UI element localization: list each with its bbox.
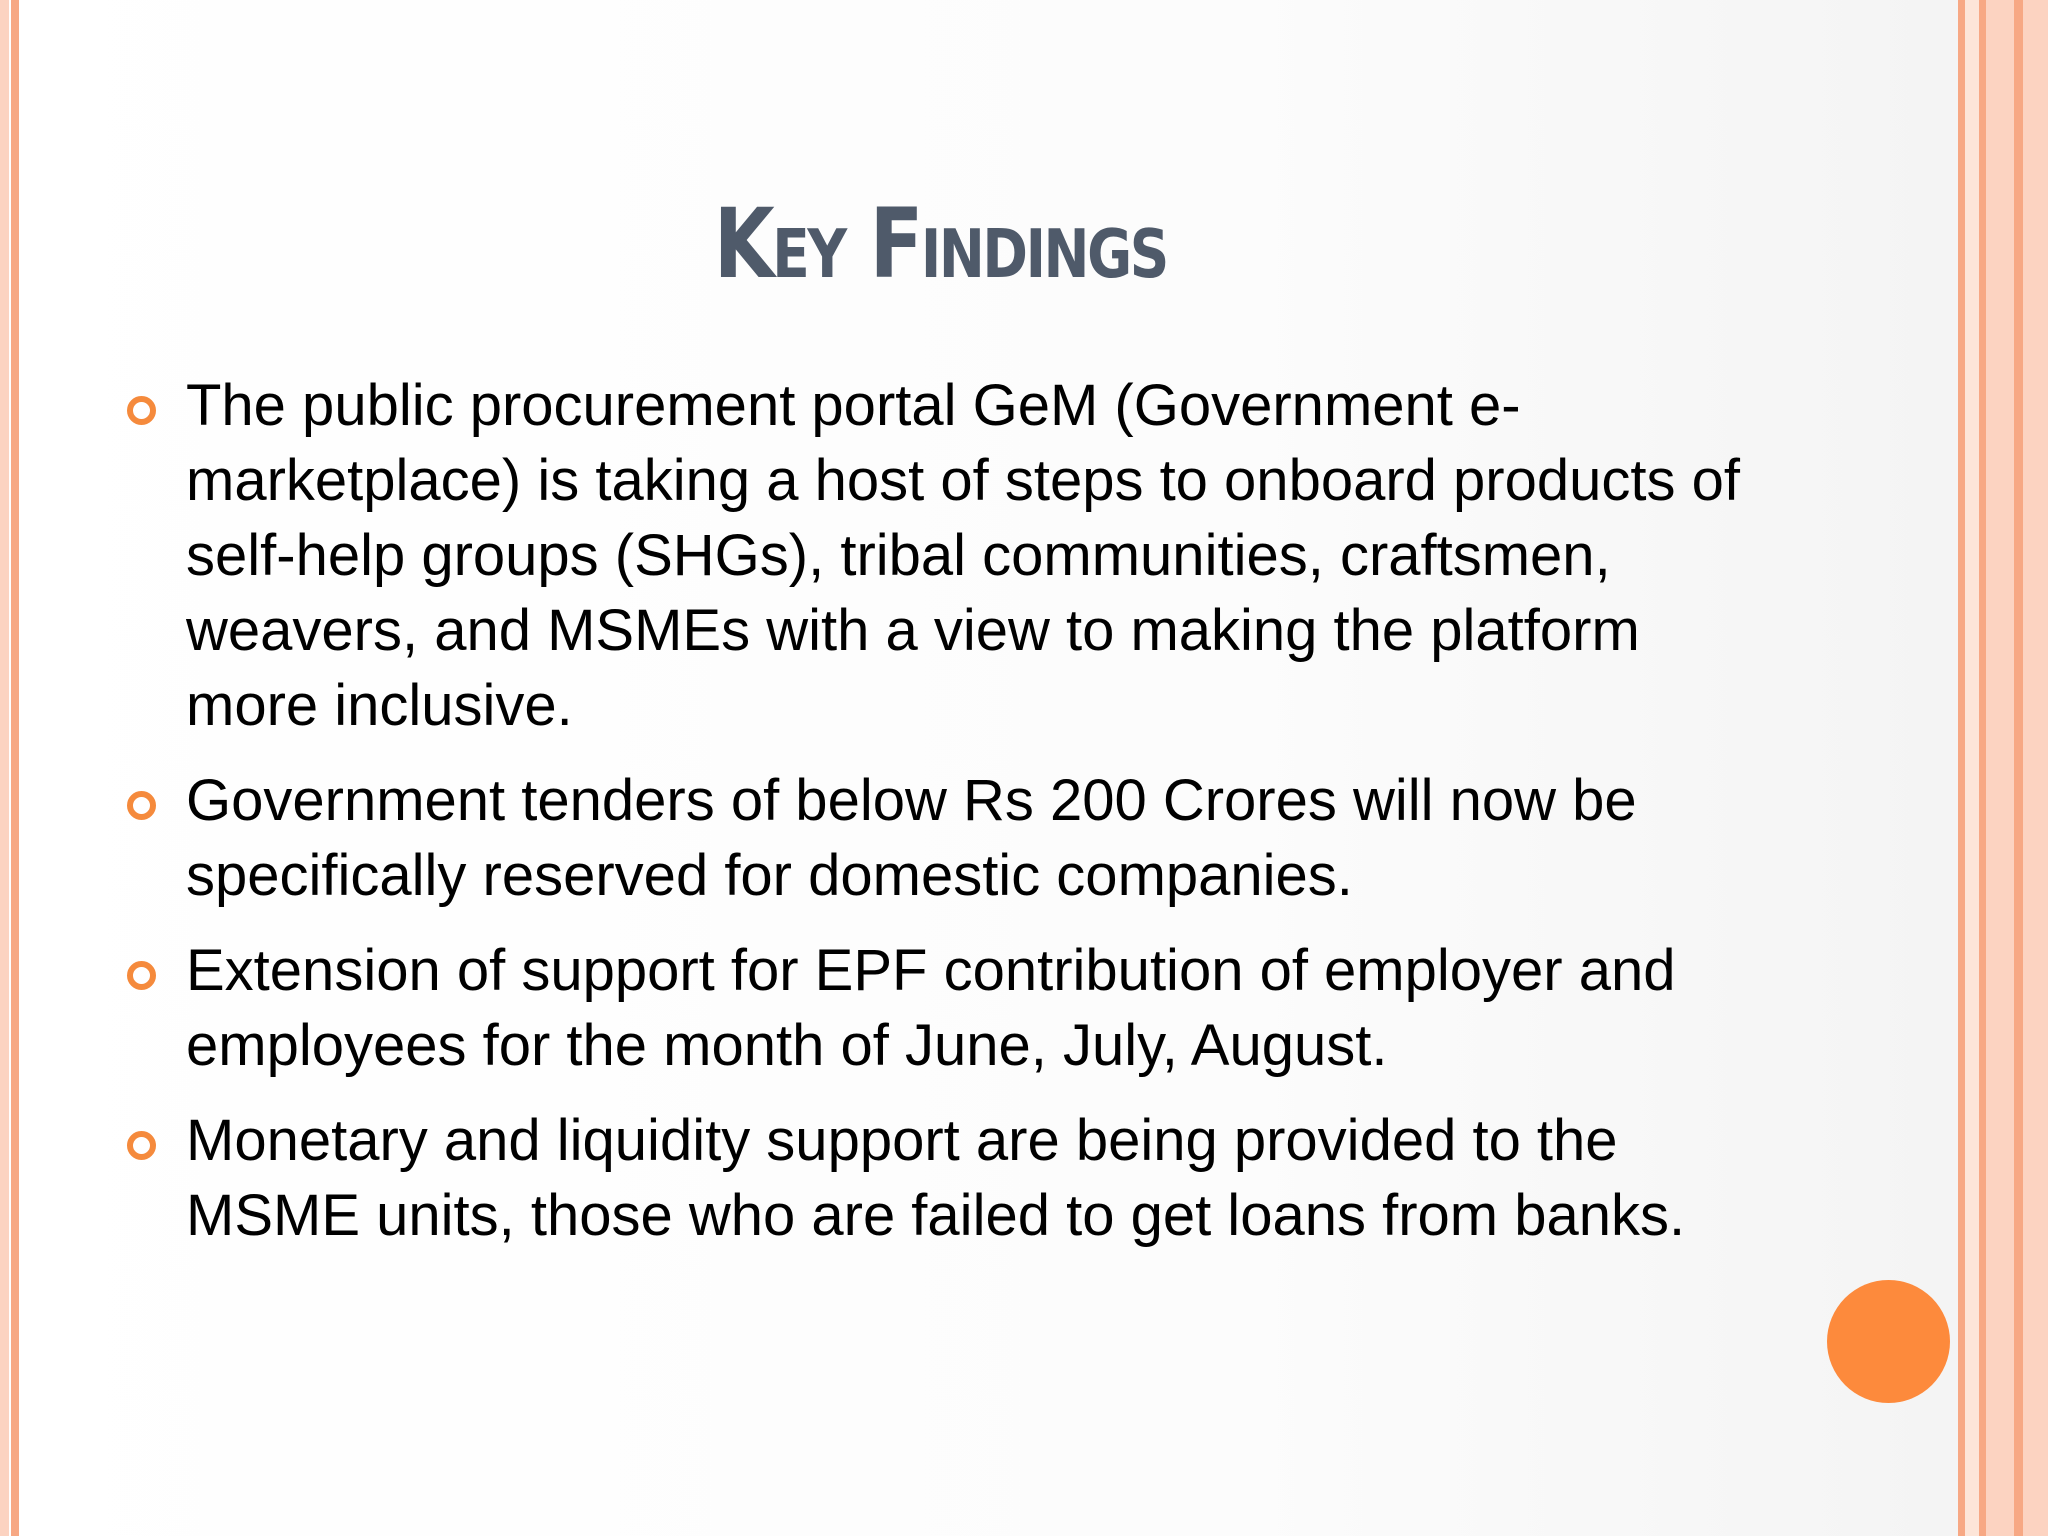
bullet-item	[186, 368, 1786, 743]
bullet-item	[186, 933, 1786, 1083]
hollow-circle-bullet-icon	[127, 791, 156, 820]
right-border-stripe	[2023, 0, 2048, 1536]
right-border-stripe	[1958, 0, 1965, 1536]
decorative-orange-circle	[1827, 1280, 1950, 1403]
hollow-circle-bullet-icon	[127, 1131, 156, 1160]
right-border-stripe	[1979, 0, 1986, 1536]
bullet-list	[186, 368, 1786, 1273]
right-border-stripe	[1986, 0, 2014, 1536]
slide-title	[0, 188, 1880, 300]
bullet-text: Monetary and liquidity support are being provided to the MSME units, those who are failed to get loans from banks.	[186, 1108, 1686, 1248]
right-border-stripe	[1965, 0, 1979, 1536]
hollow-circle-bullet-icon	[127, 961, 156, 990]
bullet-text: Extension of support for EPF contribution of employer and employees for the month of June, July, August.	[186, 938, 1676, 1078]
bullet-item	[186, 763, 1786, 913]
slide-title-text: Key Findings	[713, 188, 1167, 300]
hollow-circle-bullet-icon	[127, 396, 156, 425]
bullet-item	[186, 1103, 1786, 1253]
bullet-text: The public procurement portal GeM (Government e-marketplace) is taking a host of steps to onboard products of self-help groups (SHGs), tribal communities, craftsmen, weavers, and MSMEs with a view to making the platform more inclusive.	[186, 373, 1740, 738]
right-border-stripe	[2014, 0, 2023, 1536]
bullet-text: Government tenders of below Rs 200 Crores will now be specifically reserved for domestic companies.	[186, 768, 1637, 908]
